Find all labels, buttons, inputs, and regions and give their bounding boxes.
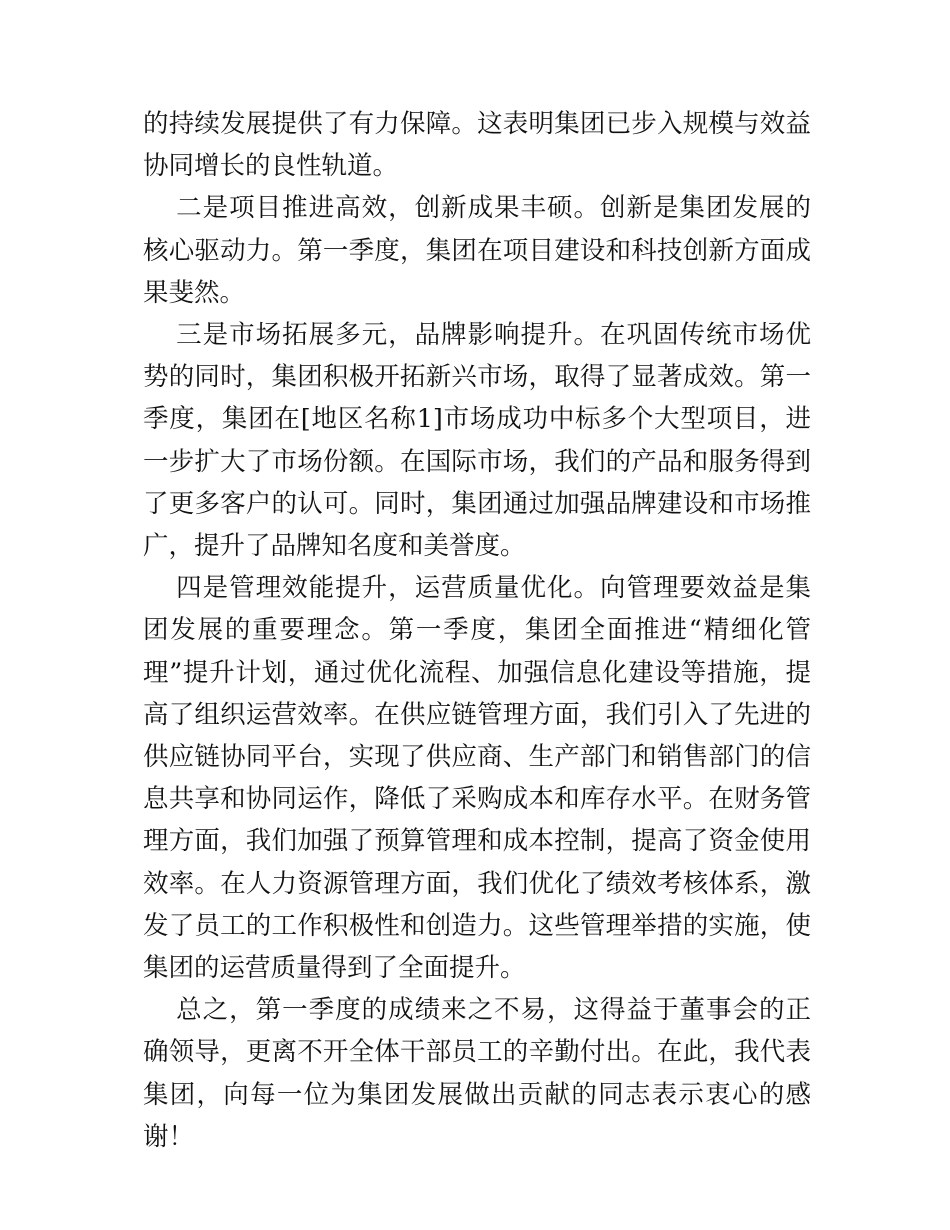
- paragraph-market-expansion: 三是市场拓展多元，品牌影响提升。在巩固传统市场优势的同时，集团积极开拓新兴市场，取得了显著成效。第一季度，集团在[地区名称1]市场成功中标多个大型项目，进一步扩大了市场份额。在国际市场，我们的产品和服务得到了更多客户的认可。同时，集团通过加强品牌建设和市场推广，提升了品牌知名度和美誉度。: [143, 320, 811, 562]
- paragraph-conclusion-thanks: 总之，第一季度的成绩来之不易，这得益于董事会的正确领导，更离不开全体干部员工的辛勤付出。在此，我代表集团，向每一位为集团发展做出贡献的同志表示衷心的感谢！: [143, 995, 811, 1152]
- paragraph-management-efficiency: 四是管理效能提升，运营质量优化。向管理要效益是集团发展的重要理念。第一季度，集团全面推进“精细化管理”提升计划，通过优化流程、加强信息化建设等措施，提高了组织运营效率。在供应链管理方面，我们引入了先进的供应链协同平台，实现了供应商、生产部门和销售部门的信息共享和协同运作，降低了采购成本和库存水平。在财务管理方面，我们加强了预算管理和成本控制，提高了资金使用效率。在人力资源管理方面，我们优化了绩效考核体系，激发了员工的工作积极性和创造力。这些管理举措的实施，使集团的运营质量得到了全面提升。: [143, 573, 811, 984]
- document-body: [143, 103, 811, 1158]
- paragraph-continuation: 的持续发展提供了有力保障。这表明集团已步入规模与效益协同增长的良性轨道。: [143, 109, 811, 182]
- paragraph-project-innovation: 二是项目推进高效，创新成果丰硕。创新是集团发展的核心驱动力。第一季度，集团在项目建设和科技创新方面成果斐然。: [143, 193, 811, 308]
